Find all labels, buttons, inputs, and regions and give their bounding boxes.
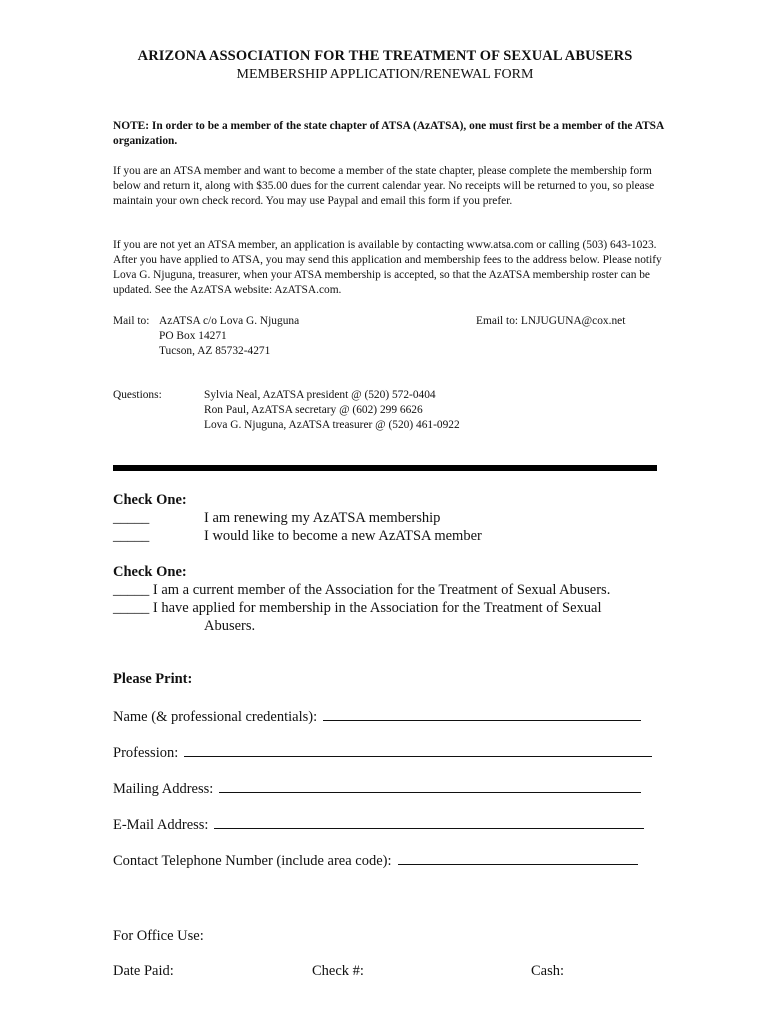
renewing-checkbox-blank[interactable]: _____ (113, 510, 150, 526)
mailing-address-block (159, 314, 299, 359)
current-member-option (113, 581, 610, 599)
profession-field-label: Profession: (113, 745, 179, 761)
email-address-field-line[interactable] (214, 814, 644, 829)
atsa-member-paragraph: If you are an ATSA member and want to become a member of the state chapter, please complete the membership form below and return it, along with $35.00 dues for the current calendar year. No receipts will be returned to you, so please maintain your own check record. You may use Paypal and email this form if you prefer. (113, 165, 655, 207)
name-field-row (113, 706, 641, 726)
mailing-address-field-label: Mailing Address: (113, 781, 214, 797)
questions-label: Questions: (113, 389, 162, 401)
cash-label: Cash: (531, 963, 565, 979)
non-member-paragraph: If you are not yet an ATSA member, an application is available by contacting www.atsa.com or calling (503) 643-1023. After you have applied to ATSA, you may send this application and membership fees to the address below. Please notify Lova G. Njuguna, treasurer, when your ATSA membership is accepted, so that the AzATSA membership roster can be updated. See the AzATSA website: AzATSA.com. (113, 239, 662, 296)
contacts-block (204, 388, 460, 433)
date-paid-label: Date Paid: (113, 963, 174, 979)
phone-field-label: Contact Telephone Number (include area code): (113, 853, 392, 869)
current-member-option-label: I am a current member of the Association for the Treatment of Sexual Abusers. (152, 582, 611, 598)
form-title: ARIZONA ASSOCIATION FOR THE TREATMENT OF SEXUAL ABUSERS (137, 48, 633, 64)
phone-field-row (113, 850, 638, 870)
check-one-heading-atsa: Check One: (113, 564, 187, 580)
new-member-checkbox-blank[interactable]: _____ (113, 528, 150, 544)
mailing-address-field-line[interactable] (219, 778, 641, 793)
profession-field-row (113, 742, 652, 762)
profession-field-line[interactable] (184, 742, 652, 757)
mail-line-po-box: PO Box 14271 (159, 330, 227, 342)
check-number-label: Check #: (312, 963, 364, 979)
phone-field-line[interactable] (398, 850, 638, 865)
email-address-field-label: E-Mail Address: (113, 817, 209, 833)
mail-line-city: Tucson, AZ 85732-4271 (159, 345, 271, 357)
applied-member-checkbox-blank[interactable]: _____ (113, 600, 150, 616)
contact-president: Sylvia Neal, AzATSA president @ (520) 572-0404 (204, 389, 436, 401)
mail-line-name: AzATSA c/o Lova G. Njuguna (159, 315, 300, 327)
mail-to-label: Mail to: (113, 315, 150, 327)
check-one-heading-membership: Check One: (113, 492, 187, 508)
contact-treasurer: Lova G. Njuguna, AzATSA treasurer @ (520) 461-0922 (204, 419, 460, 431)
form-subtitle: MEMBERSHIP APPLICATION/RENEWAL FORM (236, 67, 534, 82)
applied-member-option (113, 599, 601, 617)
applied-member-option-label: I have applied for membership in the Association for the Treatment of Sexual (152, 600, 602, 616)
new-member-option-label: I would like to become a new AzATSA member (204, 528, 482, 544)
please-print-heading: Please Print: (113, 671, 193, 687)
name-field-label: Name (& professional credentials): (113, 709, 318, 725)
renewing-option-label: I am renewing my AzATSA membership (204, 510, 441, 526)
current-member-checkbox-blank[interactable]: _____ (113, 582, 150, 598)
applied-member-option-continued: Abusers. (204, 618, 256, 634)
contact-secretary: Ron Paul, AzATSA secretary @ (602) 299 6626 (204, 404, 423, 416)
mailing-address-field-row (113, 778, 641, 798)
membership-note: NOTE: In order to be a member of the state chapter of ATSA (AzATSA), one must first be a member of the ATSA organization. (113, 120, 664, 147)
name-field-line[interactable] (323, 706, 641, 721)
section-divider (113, 465, 657, 471)
email-address-field-row (113, 814, 644, 834)
email-to: Email to: LNJUGUNA@cox.net (476, 315, 626, 327)
office-use-heading: For Office Use: (113, 928, 204, 944)
